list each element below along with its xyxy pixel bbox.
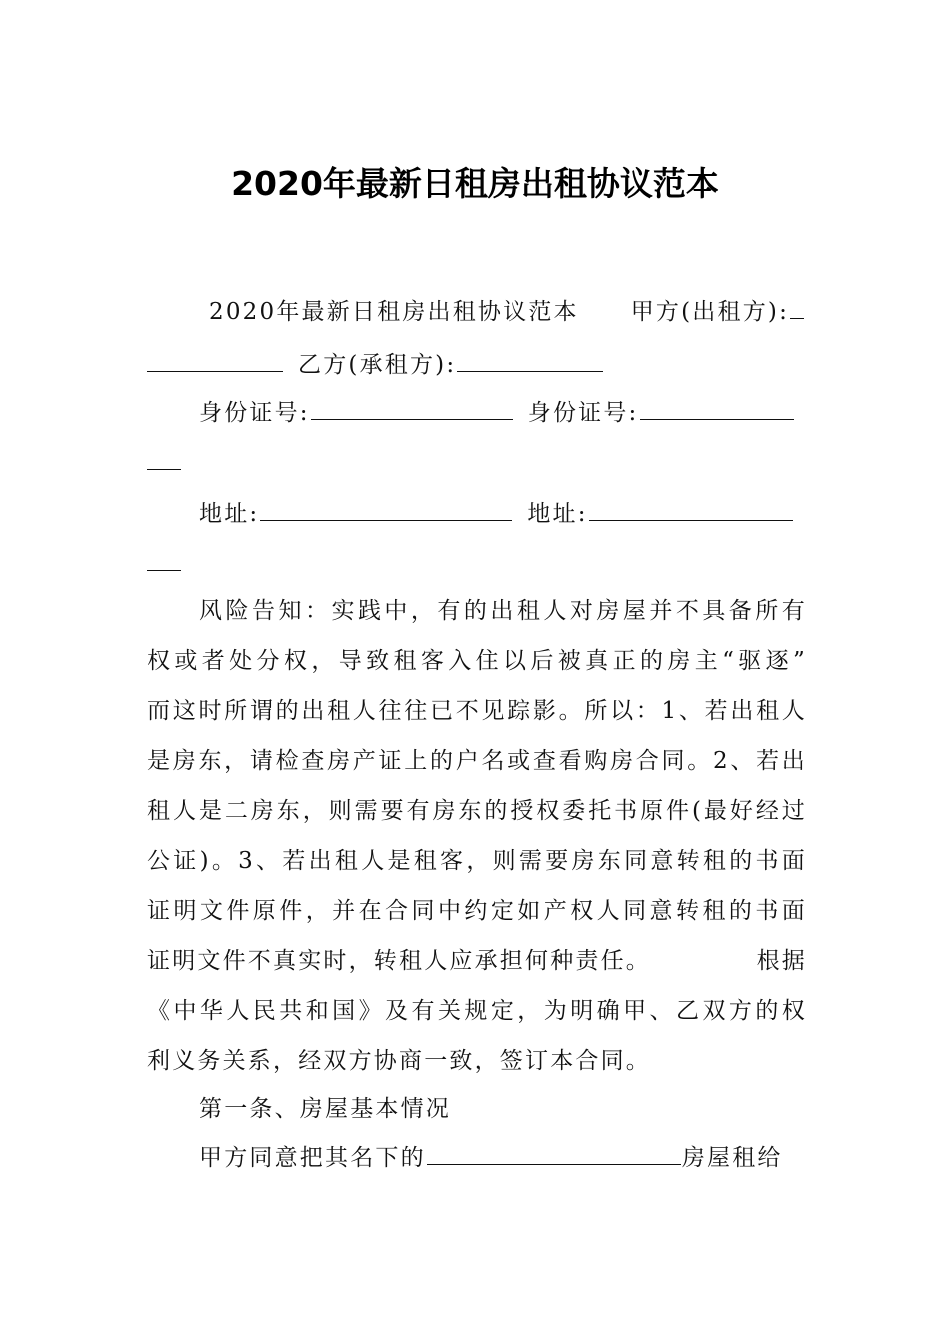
address-b-blank-cont[interactable] xyxy=(147,548,181,571)
risk-notice-line: 风险告知：实践中，有的出租人对房屋并不具备所有 xyxy=(199,598,807,624)
risk-notice-line: 公证)。3、若出租人是租客，则需要房东同意转租的书面 xyxy=(147,848,807,874)
basis-line: 利义务关系，经双方协商一致，签订本合同。 xyxy=(147,1048,651,1074)
address-b-label: 地址: xyxy=(527,501,588,527)
address-line xyxy=(147,498,807,528)
article-1-text-end: 房屋租给 xyxy=(681,1145,783,1171)
id-number-line xyxy=(147,397,807,427)
id-a-label: 身份证号: xyxy=(199,400,310,426)
id-b-blank-cont[interactable] xyxy=(147,447,181,470)
risk-notice-line: 是房东，请检查房产证上的户名或查看购房合同。2、若出 xyxy=(147,748,807,774)
id-number-line-cont xyxy=(147,447,807,477)
risk-notice-line: 证明文件原件，并在合同中约定如产权人同意转租的书面 xyxy=(147,898,807,924)
risk-notice-line: 租人是二房东，则需要有房东的授权委托书原件(最好经过 xyxy=(147,798,807,824)
party-a-label: 甲方(出租方): xyxy=(630,299,790,325)
address-line-cont xyxy=(147,548,807,578)
party-b-label: 乙方(承租方): xyxy=(298,352,457,378)
party-a-line xyxy=(147,296,807,326)
risk-notice-line: 而这时所谓的出租人往往已不见踪影。所以：1、若出租人 xyxy=(147,698,807,724)
address-b-blank[interactable] xyxy=(589,498,793,521)
party-b-line xyxy=(147,349,807,379)
property-blank[interactable] xyxy=(427,1142,681,1165)
risk-notice-line: 权或者处分权，导致租客入住以后被真正的房主“驱逐” xyxy=(147,648,807,674)
party-b-blank[interactable] xyxy=(457,349,603,372)
article-1-text: 甲方同意把其名下的 xyxy=(199,1145,426,1171)
risk-notice-line xyxy=(147,946,807,976)
id-b-blank[interactable] xyxy=(640,397,794,420)
id-b-label: 身份证号: xyxy=(527,400,639,426)
header-repeat-text: 2020年最新日租房出租协议范本 xyxy=(209,299,579,325)
id-a-blank[interactable] xyxy=(311,397,513,420)
address-a-label: 地址: xyxy=(199,501,260,527)
article-1-heading: 第一条、房屋基本情况 xyxy=(199,1096,451,1122)
basis-line: 《中华人民共和国》及有关规定，为明确甲、乙双方的权 xyxy=(147,998,807,1024)
document-title: 2020年最新日租房出租协议范本 xyxy=(231,164,719,203)
party-a-blank-cont[interactable] xyxy=(147,349,283,372)
address-a-blank[interactable] xyxy=(260,498,512,521)
risk-notice-end: 证明文件不真实时，转租人应承担何种责任。 xyxy=(147,948,651,974)
party-a-blank[interactable] xyxy=(790,296,804,319)
article-1-text-line xyxy=(147,1142,807,1172)
basis-start: 根据 xyxy=(756,948,807,974)
